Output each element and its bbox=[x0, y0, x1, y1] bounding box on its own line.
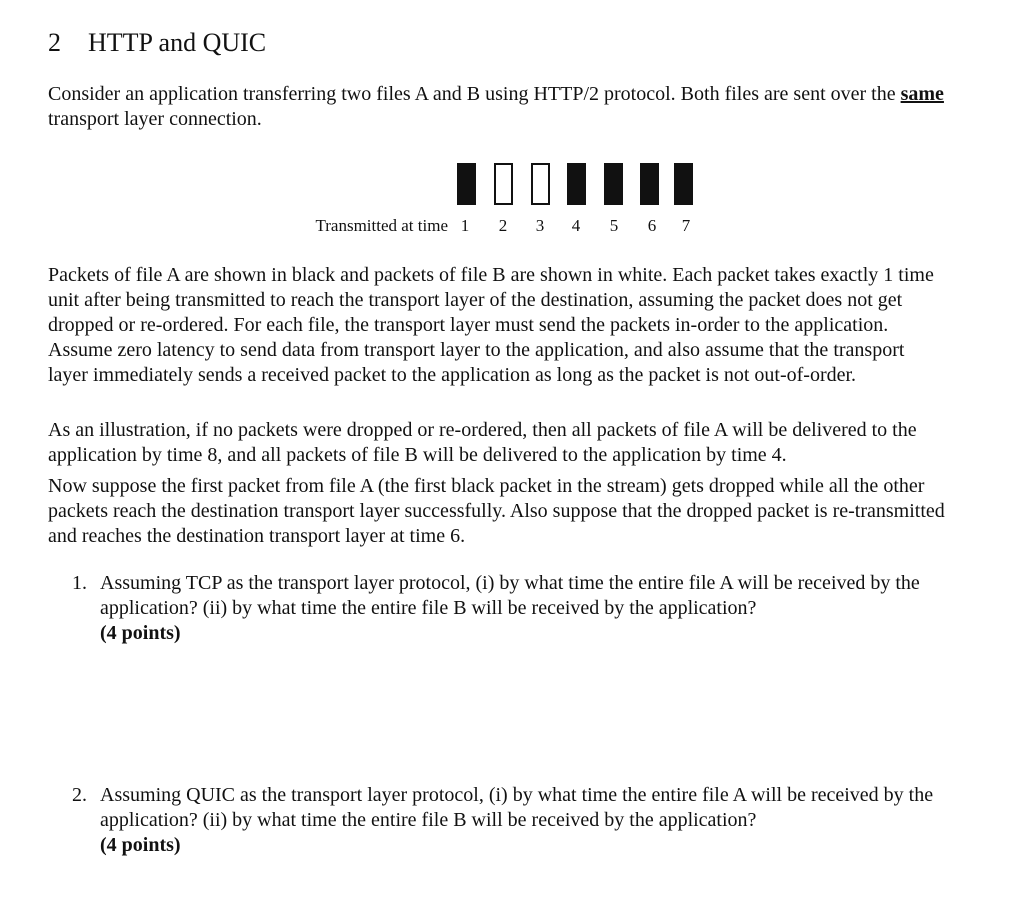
section-number: 2 bbox=[48, 28, 61, 57]
packet-6 bbox=[640, 163, 659, 205]
time-tick-5: 5 bbox=[609, 216, 619, 235]
packet-7 bbox=[674, 163, 693, 205]
question-1 bbox=[72, 571, 952, 646]
packet-5 bbox=[604, 163, 623, 205]
question-points: (4 points) bbox=[100, 622, 181, 644]
question-number: 1. bbox=[72, 572, 87, 594]
question-text: Assuming TCP as the transport layer protocol, (i) by what time the entire file A will be received by the application? (ii) by what time the entire file B will be received by the application? bbox=[100, 572, 920, 619]
time-tick-2: 2 bbox=[498, 216, 508, 235]
packet-3 bbox=[531, 163, 550, 205]
time-tick-3: 3 bbox=[535, 216, 545, 235]
section-title: HTTP and QUIC bbox=[88, 28, 267, 57]
figure-label: Transmitted at time bbox=[315, 216, 448, 235]
question-number: 2. bbox=[72, 784, 87, 806]
illustration-paragraph: As an illustration, if no packets were dropped or re-ordered, then all packets of file A will be delivered to the application by time 8, and all packets of file B will be delivered to the application by time 4. bbox=[48, 419, 917, 466]
intro-paragraph bbox=[48, 82, 948, 132]
scenario-paragraph: Now suppose the first packet from file A (the first black packet in the stream) gets dropped while all the other packets reach the destination transport layer successfully. Also suppose that the dropped packet is re-transmitted and reaches the destination transport layer at time 6. bbox=[48, 475, 945, 547]
packet-1 bbox=[457, 163, 476, 205]
time-tick-6: 6 bbox=[647, 216, 657, 235]
packets-description-paragraph: Packets of file A are shown in black and packets of file B are shown in white. Each packet takes exactly 1 time unit after being transmitted to reach the transport layer of the destination, assuming the packet does not get dropped or re-ordered. For each file, the transport layer must send the packets in-order to the application. Assume zero latency to send data from transport layer to the application, and also assume that the transport layer immediately sends a received packet to the application as long as the packet is not out-of-order. bbox=[48, 264, 934, 386]
packet-stream-figure bbox=[0, 160, 1024, 240]
time-tick-4: 4 bbox=[571, 216, 581, 235]
packet-2 bbox=[494, 163, 513, 205]
intro-emphasis: same bbox=[900, 83, 944, 105]
question-2 bbox=[72, 783, 952, 858]
question-text: Assuming QUIC as the transport layer protocol, (i) by what time the entire file A will be received by the application? (ii) by what time the entire file B will be received by the application? bbox=[100, 784, 934, 831]
question-points: (4 points) bbox=[100, 834, 181, 856]
packet-4 bbox=[567, 163, 586, 205]
intro-text-start: Consider an application transferring two files A and B using HTTP/2 protocol. Both files are sent over the bbox=[48, 83, 901, 105]
time-tick-7: 7 bbox=[681, 216, 691, 235]
section-heading bbox=[48, 26, 266, 60]
intro-text-end: transport layer connection. bbox=[48, 108, 262, 130]
time-tick-1: 1 bbox=[460, 216, 470, 235]
